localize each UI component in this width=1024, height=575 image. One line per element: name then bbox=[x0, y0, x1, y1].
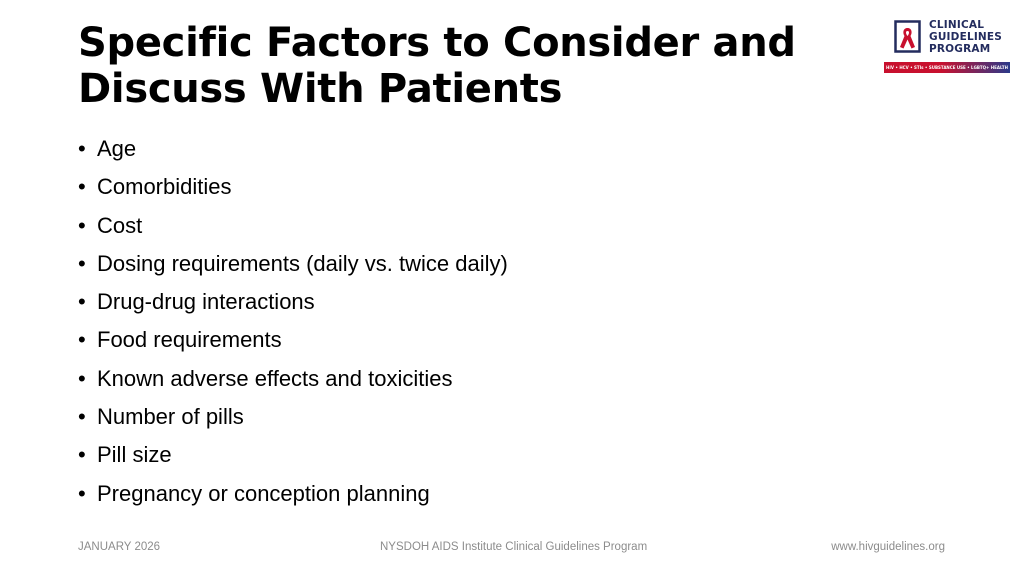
slide-title bbox=[78, 20, 838, 112]
bullet-icon: • bbox=[78, 289, 86, 315]
footer-organization: NYSDOH AIDS Institute Clinical Guidelines Program bbox=[380, 541, 648, 553]
list-item-text: Comorbidities bbox=[97, 174, 232, 200]
list-item bbox=[78, 360, 508, 398]
list-item bbox=[78, 321, 508, 359]
logo-line-2: GUIDELINES bbox=[929, 31, 1003, 43]
list-item-text: Dosing requirements (daily vs. twice daily) bbox=[97, 250, 508, 276]
list-item-text: Known adverse effects and toxicities bbox=[97, 365, 453, 391]
list-item bbox=[78, 436, 508, 474]
list-item bbox=[78, 475, 508, 513]
logo-wordmark bbox=[929, 19, 1002, 55]
bullet-icon: • bbox=[78, 327, 86, 353]
ribbon-icon bbox=[894, 20, 924, 54]
list-item-text: Pill size bbox=[97, 442, 172, 468]
slide-title-line-2: Discuss With Patients bbox=[78, 66, 563, 112]
bullet-icon: • bbox=[78, 404, 86, 430]
list-item bbox=[78, 245, 508, 283]
factor-list bbox=[78, 130, 508, 513]
list-item-text: Food requirements bbox=[97, 327, 282, 353]
list-item bbox=[78, 207, 508, 245]
bullet-icon: • bbox=[78, 365, 86, 391]
list-item-text: Drug-drug interactions bbox=[97, 289, 315, 315]
list-item-text: Age bbox=[97, 136, 137, 161]
bullet-icon: • bbox=[78, 480, 86, 506]
bullet-icon: • bbox=[78, 174, 86, 200]
slide-title-line-1: Specific Factors to Consider and bbox=[78, 20, 796, 66]
list-item bbox=[78, 283, 508, 321]
list-item-text: Pregnancy or conception planning bbox=[97, 480, 430, 506]
footer-date: JANUARY 2026 bbox=[78, 541, 161, 553]
bullet-icon: • bbox=[78, 250, 86, 276]
list-item bbox=[78, 398, 508, 436]
clinical-guidelines-program-logo bbox=[884, 18, 1012, 76]
bullet-icon: • bbox=[78, 212, 86, 238]
logo-line-1: CLINICAL bbox=[929, 19, 985, 31]
list-item bbox=[78, 130, 508, 168]
list-item bbox=[78, 168, 508, 206]
list-item-text: Cost bbox=[97, 212, 143, 238]
footer-website: www.hivguidelines.org bbox=[831, 541, 945, 553]
list-item-text: Number of pills bbox=[97, 404, 244, 430]
logo-line-3: PROGRAM bbox=[929, 43, 991, 55]
bullet-icon: • bbox=[78, 442, 86, 468]
bullet-icon: • bbox=[78, 136, 86, 161]
logo-tagline-bar: HIV • HCV • STIs • SUBSTANCE USE • LGBTQ+ HEALTH bbox=[884, 62, 1010, 73]
